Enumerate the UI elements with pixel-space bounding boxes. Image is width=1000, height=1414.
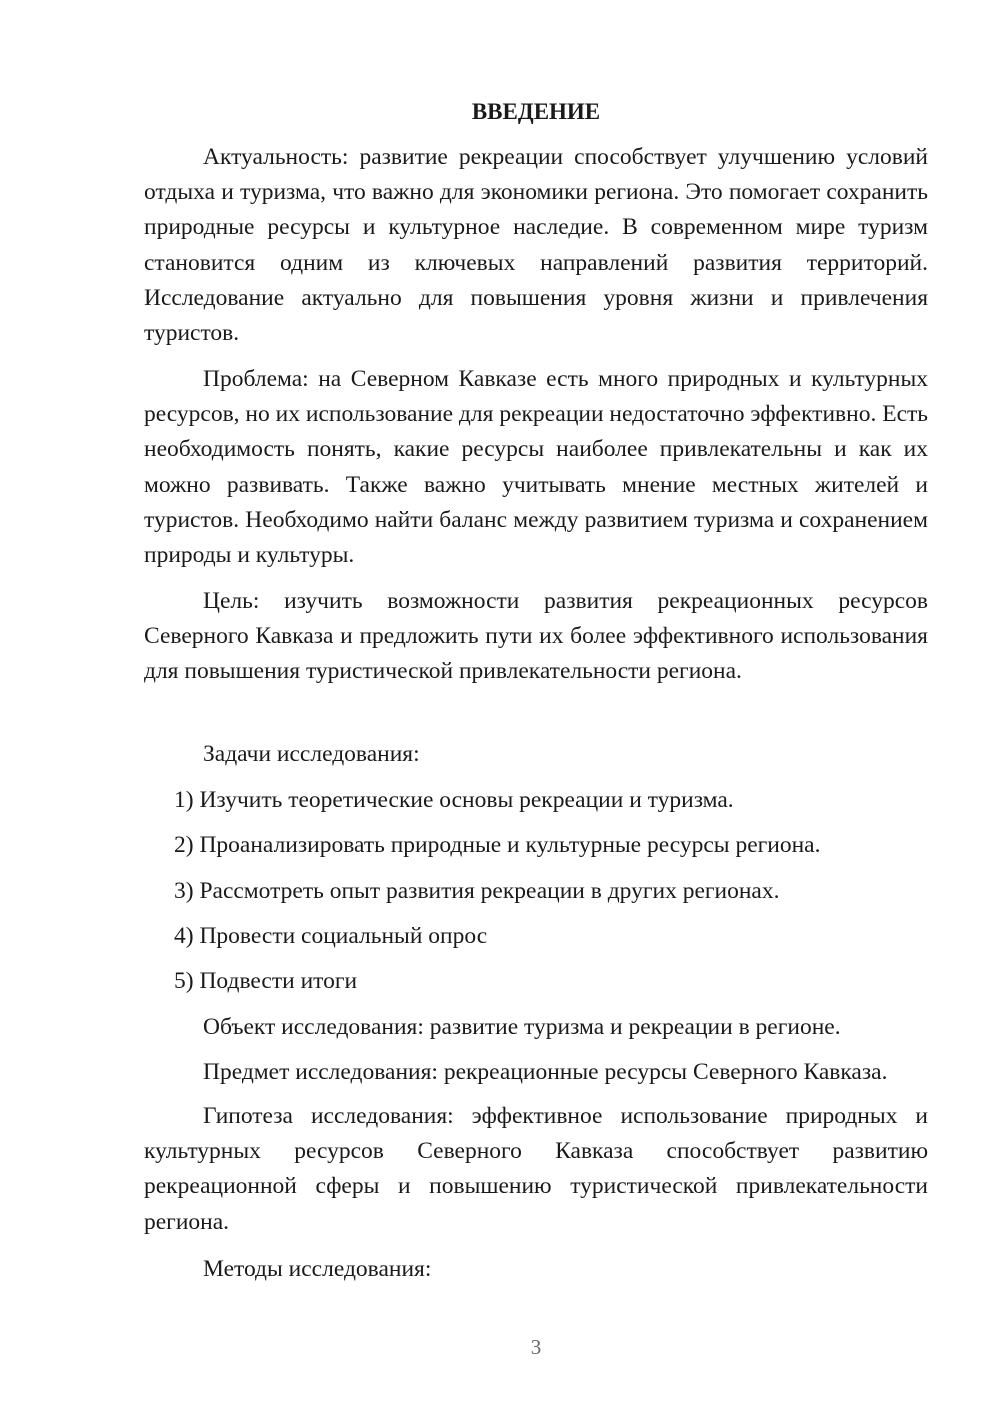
- section-title: ВВЕДЕНИЕ: [471, 99, 601, 124]
- task-item-2: 2) Проанализировать природные и культурные ресурсы региона.: [174, 832, 821, 858]
- task-item-5: 5) Подвести итоги: [174, 968, 358, 994]
- task-item-1: 1) Изучить теоретические основы рекреации и туризма.: [174, 787, 734, 813]
- goal-paragraph: Цель: изучить возможности развития рекреационных ресурсов Северного Кавказа и предложить пути их более эффективного использования для повышения туристической привлекательности региона.: [144, 588, 928, 685]
- task-item-3: 3) Рассмотреть опыт развития рекреации в других регионах.: [174, 878, 780, 904]
- relevance-paragraph: Актуальность: развитие рекреации способствует улучшению условий отдыха и туризма, что важно для экономики региона. Это помогает сохранить природные ресурсы и культурное наследие. В современном мире туризм становится одним из ключевых направлений развития территорий. Исследование актуально для повышения уровня жизни и привлечения туристов.: [144, 144, 928, 347]
- methods-heading: Методы исследования:: [203, 1256, 432, 1282]
- subject-paragraph: Предмет исследования: рекреационные ресурсы Северного Кавказа.: [203, 1059, 888, 1085]
- problem-paragraph: Проблема: на Северном Кавказе есть много природных и культурных ресурсов, но их использование для рекреации недостаточно эффективно. Есть необходимость понять, какие ресурсы наиболее привлекательны и как их можно развивать. Также важно учитывать мнение местных жителей и туристов. Необходимо найти баланс между развитием туризма и сохранением природы и культуры.: [144, 366, 928, 569]
- tasks-heading: Задачи исследования:: [203, 741, 420, 767]
- hypothesis-paragraph: Гипотеза исследования: эффективное использование природных и культурных ресурсов Северного Кавказа способствует развитию рекреационной сферы и повышению туристической привлекательности региона.: [144, 1103, 928, 1235]
- page-number: 3: [530, 1335, 542, 1359]
- task-item-4: 4) Провести социальный опрос: [174, 923, 488, 949]
- object-paragraph: Объект исследования: развитие туризма и рекреации в регионе.: [203, 1014, 841, 1040]
